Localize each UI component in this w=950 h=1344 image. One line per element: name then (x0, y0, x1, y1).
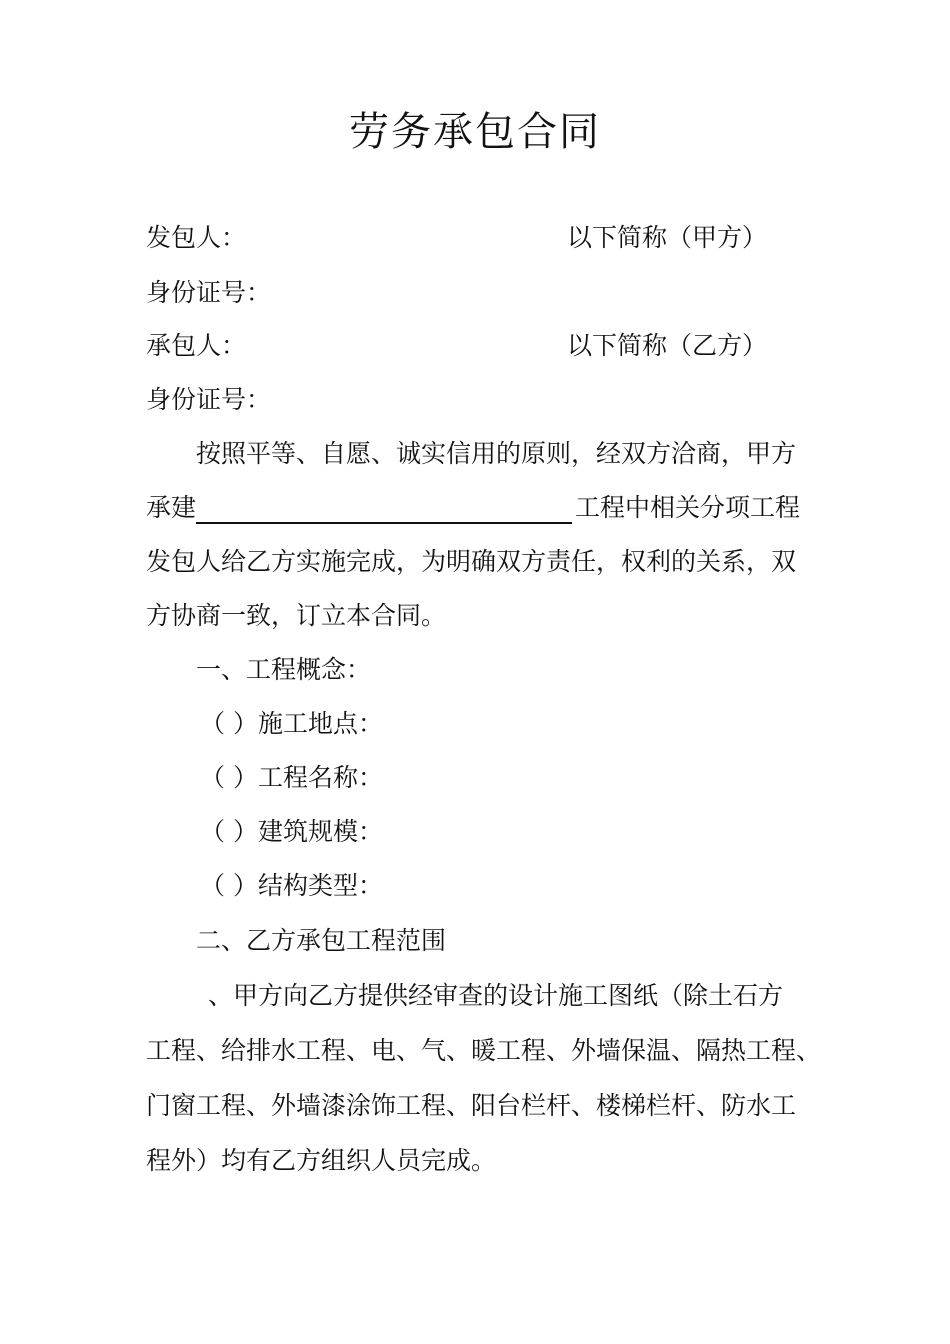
section1-heading: 一、工程概念： (196, 655, 372, 684)
preamble-line-3: 发包人给乙方实施完成，为明确双方责任，权利的关系，双 (146, 547, 797, 576)
section1-item: （ ）建筑规模： (200, 817, 383, 846)
project-name-blank (196, 522, 572, 524)
section1-item: （ ）结构类型： (200, 871, 383, 900)
section2-line-1: 、甲方向乙方提供经审查的设计施工图纸（除土石方 (208, 981, 784, 1010)
section2-heading: 二、乙方承包工程范围 (196, 926, 447, 955)
issuer-label: 发包人： (146, 223, 247, 252)
section2-line-2: 工程、给排水工程、电、气、暖工程、外墙保温、隔热工程、 (146, 1036, 822, 1065)
document-title: 劳务承包合同 (349, 109, 601, 155)
section1-item: （ ）工程名称： (200, 763, 383, 792)
preamble-line-1: 按照平等、自愿、诚实信用的原则，经双方洽商，甲方 (196, 439, 797, 468)
preamble-line-2-prefix: 承建 (146, 493, 197, 522)
section2-line-4: 程外）均有乙方组织人员完成。 (146, 1146, 497, 1175)
contractor-id-label: 身份证号： (146, 385, 272, 414)
issuer-alias: 以下简称（甲方） (567, 223, 768, 252)
contractor-alias: 以下简称（乙方） (567, 331, 768, 360)
contractor-label: 承包人： (146, 331, 247, 360)
preamble-line-2-suffix: 工程中相关分项工程 (575, 493, 801, 522)
issuer-id-label: 身份证号： (146, 278, 272, 307)
preamble-line-4: 方协商一致，订立本合同。 (146, 601, 447, 630)
section2-line-3: 门窗工程、外墙漆涂饰工程、阳台栏杆、楼梯栏杆、防水工 (146, 1091, 797, 1120)
section1-item: （ ）施工地点： (200, 709, 383, 738)
